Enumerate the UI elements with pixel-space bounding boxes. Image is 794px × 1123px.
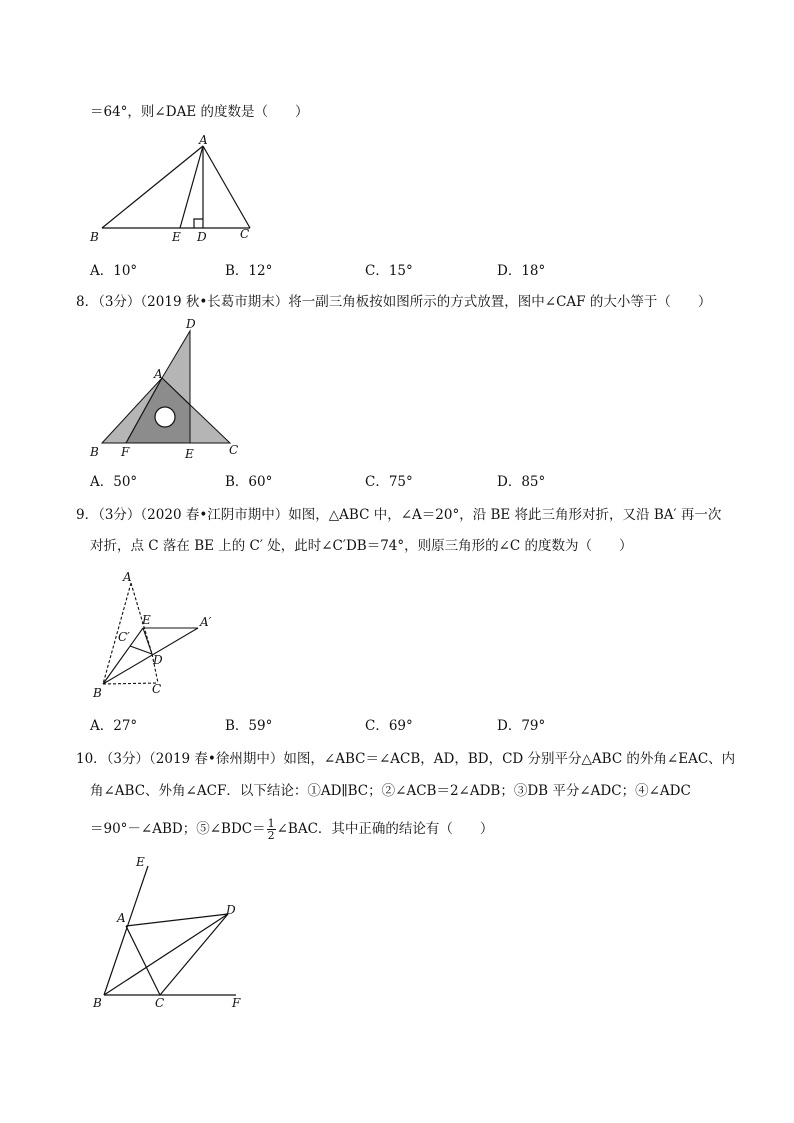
q9-stem-line2: 对折，点 C 落在 BE 上的 C′ 处，此时∠C′DB＝74°，则原三角形的∠C 的度数为（ ） (90, 538, 633, 554)
q8-option-b[interactable]: B．60° (225, 474, 273, 490)
q10-label-a: A (117, 911, 126, 925)
q7-option-c[interactable]: C．15° (365, 263, 413, 279)
q8-label-b: B (90, 445, 99, 459)
q10-stem-line3-b: ∠BAC．其中正确的结论有（ ） (276, 821, 494, 837)
q7-option-d[interactable]: D．18° (497, 263, 546, 279)
q8-label-d: D (186, 317, 196, 331)
q7-label-a: A (199, 133, 208, 147)
q7-label-d: D (197, 230, 207, 244)
q9-option-c[interactable]: C．69° (365, 718, 413, 734)
q7-stem-tail: ＝64°，则∠DAE 的度数是（ ） (90, 104, 309, 120)
q10-label-b: B (93, 996, 102, 1010)
q9-label-a-prime: A′ (200, 615, 212, 629)
q10-label-e: E (136, 855, 145, 869)
q9-label-a: A (123, 570, 132, 584)
q8-label-e: E (185, 447, 194, 461)
q10-label-f: F (232, 996, 241, 1010)
q9-label-d: D (153, 653, 163, 667)
q7-label-c: C (240, 227, 250, 241)
q9-label-c-prime: C′ (118, 630, 130, 644)
q8-label-f: F (121, 445, 130, 459)
q8-option-d[interactable]: D．85° (497, 474, 546, 490)
q9-label-e: E (142, 613, 151, 627)
q8-label-a: A (154, 367, 163, 381)
q9-option-d[interactable]: D．79° (497, 718, 546, 734)
q7-label-e: E (172, 230, 181, 244)
q8-option-c[interactable]: C．75° (365, 474, 413, 490)
q8-stem: 8．（3分）（2019 秋•长葛市期末）将一副三角板按如图所示的方式放置，图中∠CAF 的大小等于（ ） (76, 294, 712, 310)
q9-option-a[interactable]: A．27° (90, 718, 138, 734)
q9-label-c: C (152, 682, 162, 696)
q10-stem-line2: 角∠ABC、外角∠ACF．以下结论：①AD∥BC；②∠ACB＝2∠ADB；③DB 平分∠ADC；④∠ADC (90, 783, 691, 799)
q8-label-c: C (229, 443, 239, 457)
q8-option-a[interactable]: A．50° (90, 474, 138, 490)
q7-option-a[interactable]: A．10° (90, 263, 138, 279)
q9-option-b[interactable]: B．59° (225, 718, 273, 734)
q10-stem-line3-a: ＝90°－∠ABD；⑤∠BDC＝ (90, 821, 266, 837)
q10-fraction-numerator: 1 (267, 817, 275, 830)
q7-label-b: B (90, 230, 99, 244)
q9-stem-line1: 9．（3分）（2020 春•江阴市期中）如图，△ABC 中，∠A＝20°，沿 BE 将此三角形对折，又沿 BA′ 再一次 (76, 507, 722, 523)
q10-label-d: D (226, 903, 236, 917)
q10-label-c: C (155, 996, 165, 1010)
q10-fraction-denominator: 2 (267, 829, 275, 842)
q7-option-b[interactable]: B．12° (225, 263, 273, 279)
q9-label-b: B (93, 686, 102, 700)
q10-stem-line1: 10．（3分）（2019 春•徐州期中）如图，∠ABC＝∠ACB，AD，BD，CD 分别平分△ABC 的外角∠EAC、内 (76, 751, 736, 767)
